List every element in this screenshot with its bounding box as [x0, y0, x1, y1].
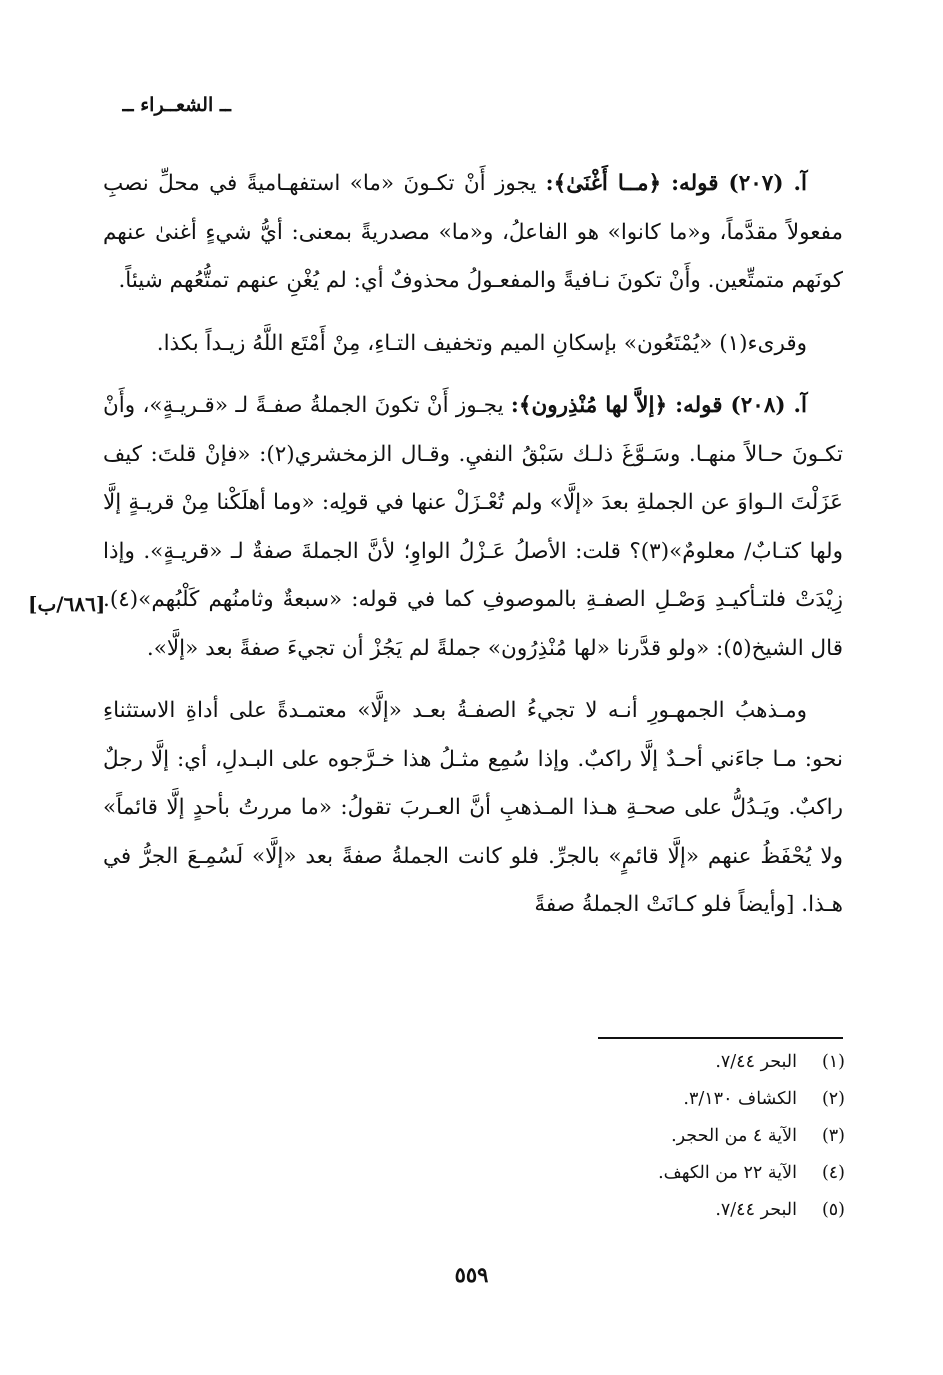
paragraph-text: يجوز أَنْ تكـونَ «ما» استفهـاميةً في محلِّ نصبِ مفعولاً مقدَّماً، و«ما كانوا» هو الفاعلُ، و«ما» مصدريةً بمعنى: أيُّ شيءٍ أغنىٰ عنهم كونَهم متمتِّعين. وأَنْ تكونَ نـافيةً والمفعـولُ محذوفٌ أي: لم يُغْنِ عنهم تمتُّعُهم شيئاً.	[103, 171, 843, 293]
page-number: ٥٥٩	[454, 1262, 489, 1287]
footnote-item	[345, 1081, 845, 1118]
footnote-divider	[598, 1037, 843, 1039]
paragraph-grammar	[103, 687, 843, 930]
running-header: ــ الشعــراء ــ	[122, 94, 231, 116]
footnote-text: البحر ٧/٤٤.	[715, 1200, 797, 1220]
footnote-number: (٣)	[821, 1126, 845, 1146]
manuscript-folio-note: [٦٨٦/ب]	[28, 592, 106, 616]
footnote-item	[345, 1118, 845, 1155]
footnotes-list	[345, 1044, 845, 1229]
footnote-item	[345, 1192, 845, 1229]
footnote-number: (٤)	[821, 1163, 845, 1183]
entry-heading: آ. (٢٠٨) قوله: ﴿إلاَّ لها مُنْذِرون﴾:	[510, 393, 808, 418]
entry-heading: آ. (٢٠٧) قوله: ﴿مــا أَغْنَىٰ﴾:	[545, 171, 807, 196]
main-text	[103, 160, 843, 944]
paragraph-reading	[103, 320, 843, 369]
footnote-item	[345, 1044, 845, 1081]
footnote-text: الآية ٤ من الحجر.	[671, 1126, 797, 1146]
footnote-text: الكشاف ٣/١٣٠.	[683, 1089, 797, 1109]
paragraph-text: يجـوز أَنْ تكونَ الجملةُ صفـةً لـ «قـريـةٍ»، وأَنْ تكـونَ حـالاً منهـا. وسَـوَّغَ ذلـك سَبْقُ النفيِ. وقـال الزمخشري(٢): «فإنْ قلتَ: كيف عَزَلْتَ الـواوَ عن الجملةِ بعدَ «إلَّا» ولم تُعْـزَلْ عنها في قولِه: «وما أهلَكْنا مِنْ قريـةٍ إلَّا ولها كتـابٌ/ معلومٌ»(٣)؟ قلت: الأصلُ عَـزْلُ الواوِ؛ لأنَّ الجملةَ صفةٌ لـ «قريـةٍ». وإذا زِيْدَتْ فلتـأكيـدِ وَصْـلِ الصفـةِ بالموصوفِ كما في قوله: «سبعةٌ وثامنُهم كَلْبُهم»(٤). قال الشيخ(٥): «ولو قدَّرنا «لها مُنْذِرُون» جملةً لم يَجُزْ أن تجيءَ صفةً بعد «إلَّا».	[103, 393, 844, 661]
paragraph-verse-207	[103, 160, 843, 306]
paragraph-text: ومـذهبُ الجمهـورِ أنـه لا تجيءُ الصفـةُ بعـد «إلَّا» معتمـدةً على أداةِ الاستثناءِ نحو: مـا جاءَني أحـدٌ إلَّا راكبٌ. وإذا سُمِع مثـلُ هذا خـرَّجوه على البـدلِ، أي: إلَّا رجلٌ راكبٌ. ويَـدُلُّ على صحـةِ هـذا المـذهبِ أنَّ العـربَ تقولُ: «ما مررتُ بأحدٍ إلَّا قائماً» ولا يُحْفَظُ عنهم «إلَّا قائمٍ» بالجرِّ. فلو كانت الجملةُ صفةً بعد «إلَّا» لَسُمِـعَ الجرُّ في هـذا. [وأيضاً فلو كـانَتْ الجملةُ صفةً	[103, 698, 843, 917]
footnote-number: (١)	[821, 1052, 845, 1072]
footnote-number: (٢)	[821, 1089, 845, 1109]
paragraph-text: وقرىء(١) «يُمْتَعُون» بإسكانِ الميم وتخفيف التـاءِ، مِنْ أَمْتَع اللَّهُ زيـداً بكذا.	[156, 330, 807, 356]
footnote-item	[345, 1155, 845, 1192]
paragraph-verse-208	[103, 382, 843, 673]
footnote-text: البحر ٧/٤٤.	[715, 1052, 797, 1072]
footnote-text: الآية ٢٢ من الكهف.	[658, 1163, 797, 1183]
footnote-number: (٥)	[821, 1200, 845, 1220]
